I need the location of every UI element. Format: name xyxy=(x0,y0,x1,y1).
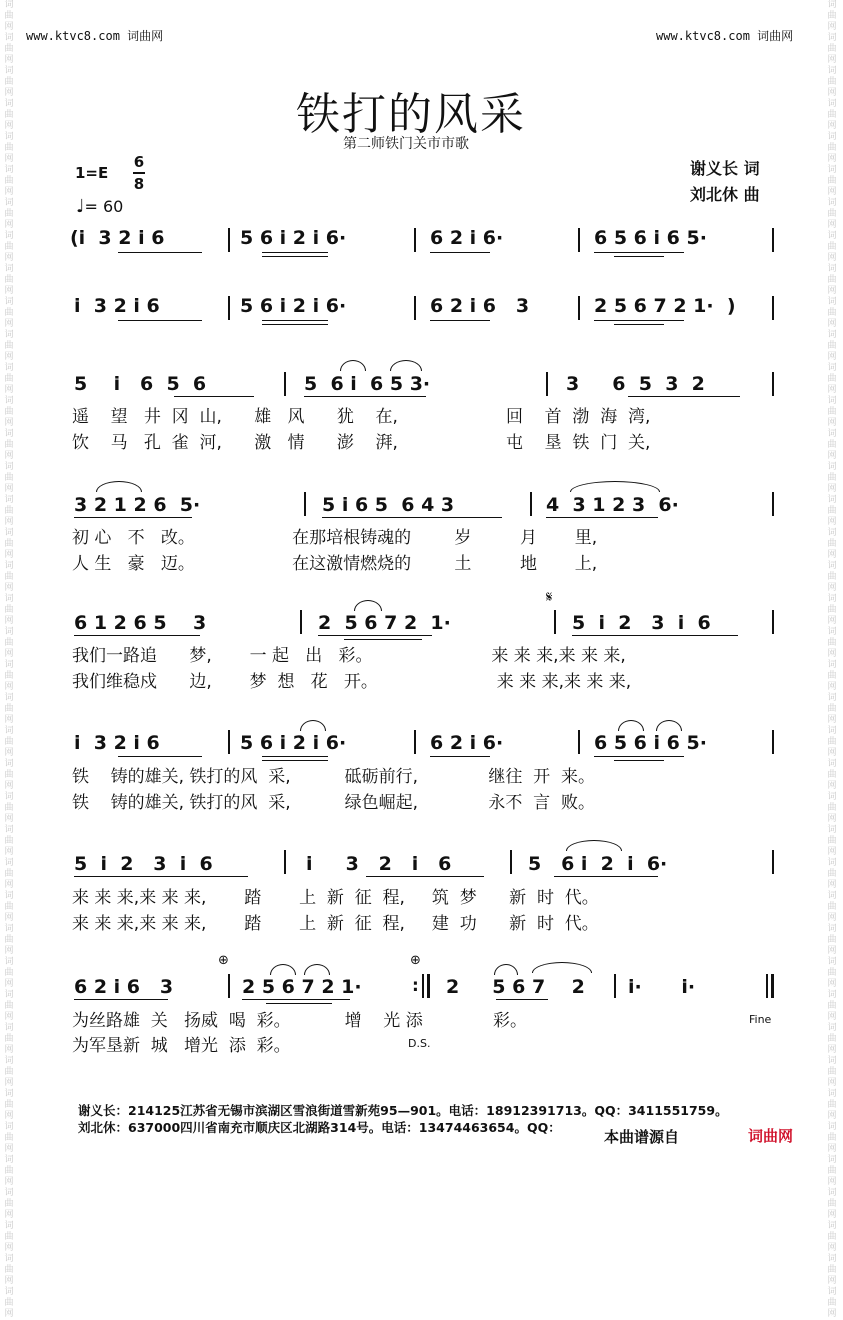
measure: 4 3 1 2 3 6· xyxy=(546,494,679,516)
measure: i 3 2 i 6 xyxy=(74,295,160,317)
coda-icon: ⊕ xyxy=(218,953,229,968)
beam xyxy=(430,252,490,253)
song-title: 铁打的风采 xyxy=(296,89,526,140)
bar-line xyxy=(300,610,302,634)
measure: 5 i 6 5 6 xyxy=(74,373,207,395)
beam xyxy=(74,876,248,877)
beam xyxy=(430,320,490,321)
beam xyxy=(74,999,168,1000)
measure: i 3 2 i 6 xyxy=(306,853,452,875)
measure: 2 5 6 7 2 1· xyxy=(318,612,451,634)
lyric-line-1: 初 心 不 改。 在那培根铸魂的 岁 月 里, xyxy=(72,528,598,548)
bar-line xyxy=(772,850,774,874)
beam xyxy=(546,517,658,518)
measure: 5 6 i 2 i 6· xyxy=(528,853,668,875)
bar-line xyxy=(284,372,286,396)
measure: 6 5 6 i 6 5· xyxy=(594,227,707,249)
key-signature: 1=E xyxy=(75,164,109,182)
bar-line xyxy=(304,492,306,516)
beam xyxy=(174,396,254,397)
lyric-line-1: 为丝路雄 关 扬威 喝 彩。 增 光 添 彩。 xyxy=(72,1011,527,1031)
beam xyxy=(366,876,484,877)
slur xyxy=(656,720,682,731)
bar-line xyxy=(228,974,230,998)
beam xyxy=(266,1003,332,1004)
bar-line xyxy=(427,974,430,998)
brand-logo: 词曲网 xyxy=(748,1127,794,1145)
beam xyxy=(74,517,192,518)
composer-contact: 刘北休：637000四川省南充市顺庆区北湖路314号。电话：13474463654。QQ： xyxy=(78,1120,561,1135)
source-label: 本曲谱源自 xyxy=(604,1128,680,1146)
slur xyxy=(270,964,296,975)
bar-line xyxy=(614,974,616,998)
side-watermark-left: 词曲网词曲网词曲网词曲网词曲网词曲网词曲网词曲网词曲网词曲网词曲网词曲网词曲网词曲网词曲网词曲网词曲网词曲网词曲网词曲网词曲网词曲网词曲网词曲网词曲网词曲网词曲网词曲网词曲网词曲网词曲网词曲网词曲网词曲网词曲网词曲网词曲网词曲网词曲网词曲网 xyxy=(4,0,14,1319)
beam xyxy=(594,320,684,321)
beam xyxy=(318,635,432,636)
slur xyxy=(618,720,644,731)
bar-line xyxy=(228,296,230,320)
beam xyxy=(262,756,328,757)
side-watermark-right: 词曲网词曲网词曲网词曲网词曲网词曲网词曲网词曲网词曲网词曲网词曲网词曲网词曲网词曲网词曲网词曲网词曲网词曲网词曲网词曲网词曲网词曲网词曲网词曲网词曲网词曲网词曲网词曲网词曲网词曲网词曲网词曲网词曲网词曲网词曲网词曲网词曲网词曲网词曲网词曲网 xyxy=(827,0,837,1319)
measure: i 3 2 i 6 xyxy=(74,732,160,754)
slur xyxy=(340,360,366,371)
beam xyxy=(554,876,658,877)
beam xyxy=(496,999,548,1000)
bar-line xyxy=(414,296,416,320)
lyric-line-2: 饮 马 孔 雀 河, 激 情 澎 湃, 屯 垦 铁 门 关, xyxy=(72,433,651,453)
lyricist-contact: 谢义长：214125江苏省无锡市滨湖区雪浪街道雪新苑95—901。电话：18912391713。QQ：3411551759。 xyxy=(78,1103,728,1118)
measure: 6 1 2 6 5 3 xyxy=(74,612,207,634)
watermark-top-right: www.ktvc8.com 词曲网 xyxy=(656,29,794,43)
bar-line xyxy=(772,730,774,754)
fine-marking: Fine xyxy=(749,1013,772,1026)
lyric-line-1: 遥 望 井 冈 山, 雄 风 犹 在, 回 首 渤 海 湾, xyxy=(72,407,651,427)
lyric-line-1: 我们一路追 梦, 一 起 出 彩。 来 来 来,来 来 来, xyxy=(72,646,626,666)
beam xyxy=(628,396,740,397)
measure: 2 5 6 7 2 1· ) xyxy=(594,295,736,317)
time-signature: 6 8 xyxy=(133,153,145,193)
measure: 6 2 i 6 3 xyxy=(74,976,174,998)
slur xyxy=(300,720,326,731)
slur xyxy=(494,964,518,975)
beam xyxy=(614,760,664,761)
coda-icon: ⊕ xyxy=(410,953,421,968)
measure: 2 5 6 7 2 xyxy=(446,976,585,998)
measure: 6 5 6 i 6 5· xyxy=(594,732,707,754)
measure: 2 5 6 7 2 1· xyxy=(242,976,362,998)
bar-line xyxy=(772,610,774,634)
beam xyxy=(594,252,684,253)
measure: 5 6 i 2 i 6· xyxy=(240,732,347,754)
bar-line xyxy=(578,730,580,754)
bar-line xyxy=(554,610,556,634)
ds-marking: D.S. xyxy=(408,1037,431,1050)
beam xyxy=(242,999,350,1000)
beam xyxy=(614,256,664,257)
measure: 5 6 i 6 5 3· xyxy=(304,373,431,395)
beam xyxy=(74,635,200,636)
bar-line xyxy=(414,730,416,754)
lyric-line-2: 我们维稳戍 边, 梦 想 花 开。 来 来 来,来 来 来, xyxy=(72,672,632,692)
tempo-marking: ♩= 60 xyxy=(76,196,124,217)
beam xyxy=(322,517,502,518)
bar-line xyxy=(772,228,774,252)
slur xyxy=(570,481,660,492)
lyric-line-2: 为军垦新 城 增光 添 彩。 xyxy=(72,1036,291,1056)
beam xyxy=(572,635,738,636)
bar-line xyxy=(530,492,532,516)
measure: i· i· xyxy=(628,976,696,998)
bar-line xyxy=(228,730,230,754)
lyricist-credit: 谢义长 词 xyxy=(690,159,760,178)
bar-line xyxy=(414,228,416,252)
song-subtitle: 第二师铁门关市市歌 xyxy=(343,136,469,152)
bar-line xyxy=(772,492,774,516)
beam xyxy=(614,324,664,325)
beam xyxy=(118,252,202,253)
beam xyxy=(430,756,490,757)
bar-line xyxy=(510,850,512,874)
slur xyxy=(390,360,422,371)
bar-line xyxy=(578,228,580,252)
beam xyxy=(262,252,328,253)
watermark-top-left: www.ktvc8.com 词曲网 xyxy=(26,29,164,43)
beam xyxy=(262,256,328,257)
lyric-line-1: 来 来 来,来 来 来, 踏 上 新 征 程, 筑 梦 新 时 代。 xyxy=(72,888,599,908)
measure: 5 i 6 5 6 4 3 xyxy=(322,494,455,516)
measure: 3 2 1 2 6 5· xyxy=(74,494,201,516)
measure: 3 6 5 3 2 xyxy=(566,373,705,395)
lyric-line-1: 铁 铸的雄关, 铁打的风 采, 砥砺前行, 继往 开 来。 xyxy=(72,767,595,787)
slur xyxy=(566,840,622,851)
lyric-line-2: 铁 铸的雄关, 铁打的风 采, 绿色崛起, 永不 言 败。 xyxy=(72,793,595,813)
beam xyxy=(262,320,328,321)
slur xyxy=(304,964,330,975)
lyric-line-2: 来 来 来,来 来 来, 踏 上 新 征 程, 建 功 新 时 代。 xyxy=(72,914,599,934)
slur xyxy=(354,600,382,611)
bar-line xyxy=(771,974,774,998)
measure: 5 6 i 2 i 6· xyxy=(240,227,347,249)
measure: 5 i 2 3 i 6 xyxy=(572,612,711,634)
measure: 5 6 i 2 i 6· xyxy=(240,295,347,317)
quarter-note-icon: ♩ xyxy=(76,196,85,217)
composer-credit: 刘北休 曲 xyxy=(690,185,760,204)
slur xyxy=(532,962,592,973)
bar-line xyxy=(772,296,774,320)
bar-line xyxy=(422,974,424,998)
beam xyxy=(594,756,684,757)
bar-line xyxy=(546,372,548,396)
bar-line xyxy=(228,228,230,252)
measure: 6 2 i 6 3 xyxy=(430,295,530,317)
segno-icon: 𝄋 xyxy=(546,588,553,606)
beam xyxy=(118,756,202,757)
measure: 5 i 2 3 i 6 xyxy=(74,853,213,875)
measure: 6 2 i 6· xyxy=(430,732,504,754)
beam xyxy=(262,324,328,325)
beam xyxy=(304,396,426,397)
measure: 6 2 i 6· xyxy=(430,227,504,249)
bar-line xyxy=(772,372,774,396)
measure: (i 3 2 i 6 xyxy=(70,227,165,249)
repeat-sign: : xyxy=(412,976,419,996)
lyric-line-2: 人 生 豪 迈。 在这激情燃烧的 土 地 上, xyxy=(72,554,598,574)
bar-line xyxy=(766,974,768,998)
slur xyxy=(96,481,142,492)
bar-line xyxy=(284,850,286,874)
beam xyxy=(118,320,202,321)
bar-line xyxy=(578,296,580,320)
